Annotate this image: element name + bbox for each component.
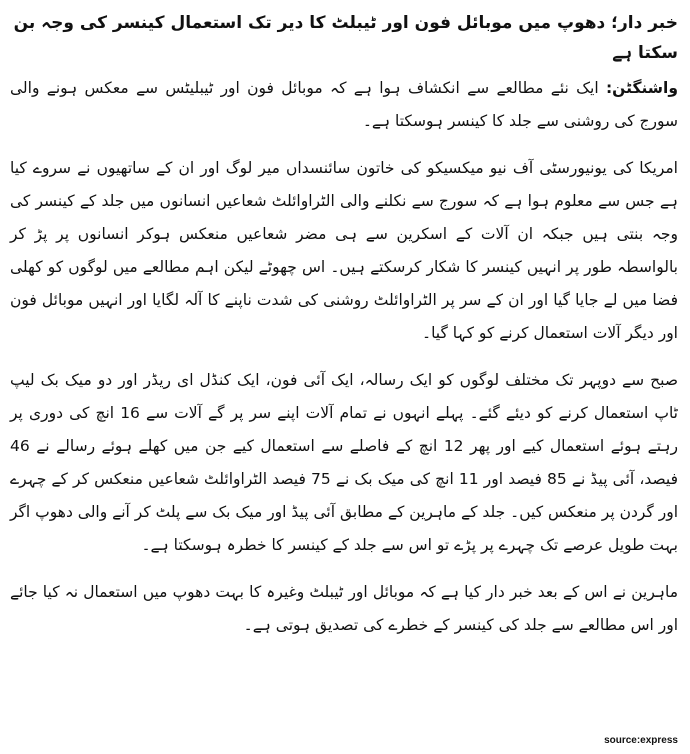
source-credit: source:express — [604, 735, 678, 746]
article-paragraph-intro — [10, 72, 678, 138]
article-paragraph-2: امریکا کی یونیورسٹی آف نیو میکسیکو کی خاتون سائنسداں میر لوگ اور ان کے ساتھیوں نے سروے کیا ہے جس سے معلوم ہوا ہے کہ سورج سے نکلنے والی الٹراوائلٹ شعاعیں انسانوں میں جلد کے کینسر کی وجہ بنتی ہیں جبکہ ان آلات کے اسکرین سے ہی مضر شعاعیں منعکس ہوکر انسانوں پر پڑ کر بالواسطہ طور پر انہیں کینسر کا شکار کرسکتے ہیں۔ اس چھوٹے لیکن اہم مطالعے میں لوگوں کو کھلی فضا میں لے جایا گیا اور ان کے سر پر الٹراوائلٹ روشنی کی شدت ناپنے کا آلہ لگایا اور انہیں موبائل فون اور دیگر آلات استعمال کرنے کو کہا گیا۔ — [10, 159, 678, 342]
article-dateline: واشنگٹن: — [605, 79, 678, 97]
article-intro-text: ایک نئے مطالعے سے انکشاف ہوا ہے کہ موبائل فون اور ٹیبلیٹس سے معکس ہونے والی سورج کی روشنی سے جلد کا کینسر ہوسکتا ہے۔ — [10, 79, 678, 130]
article-paragraph-4: ماہرین نے اس کے بعد خبر دار کیا ہے کہ موبائل اور ٹیبلٹ وغیرہ کا بہت دھوپ میں استعمال نہ کیا جائے اور اس مطالعے سے جلد کی کینسر کے خطرے کی تصدیق ہوتی ہے۔ — [10, 583, 678, 634]
article — [10, 8, 678, 656]
article-headline: خبر دار؛ دھوپ میں موبائل فون اور ٹیبلٹ کا دیر تک استعمال کینسر کی وجہ بن سکتا ہے — [13, 13, 678, 63]
article-paragraph-3: صبح سے دوپہر تک مختلف لوگوں کو ایک رسالہ، ایک آئی فون، ایک کنڈل ای ریڈر اور دو میک بک لیپ ٹاپ استعمال کرنے کو دیئے گئے۔ پہلے انہوں نے تمام آلات اپنے سر پر گے آلات سے 16 انچ کی دوری پر رہتے ہوئے استعمال کیے اور پھر 12 انچ کے فاصلے سے استعمال کیے جن میں کھلے ہوئے رسالے نے 46 فیصد، آئی پیڈ نے 85 فیصد اور 11 انچ کی میک بک نے 75 فیصد الٹراوائلٹ شعاعیں منعکس کر کے چہرے اور گردن پر منعکس کیں۔ جلد کے ماہرین کے مطابق آئی پیڈ اور میک بک سے پلٹ کر آنے والی دھوپ اگر بہت طویل عرصے تک چہرے پر پڑے تو اس سے جلد کے کینسر کا خطرہ ہوسکتا ہے۔ — [10, 371, 678, 554]
